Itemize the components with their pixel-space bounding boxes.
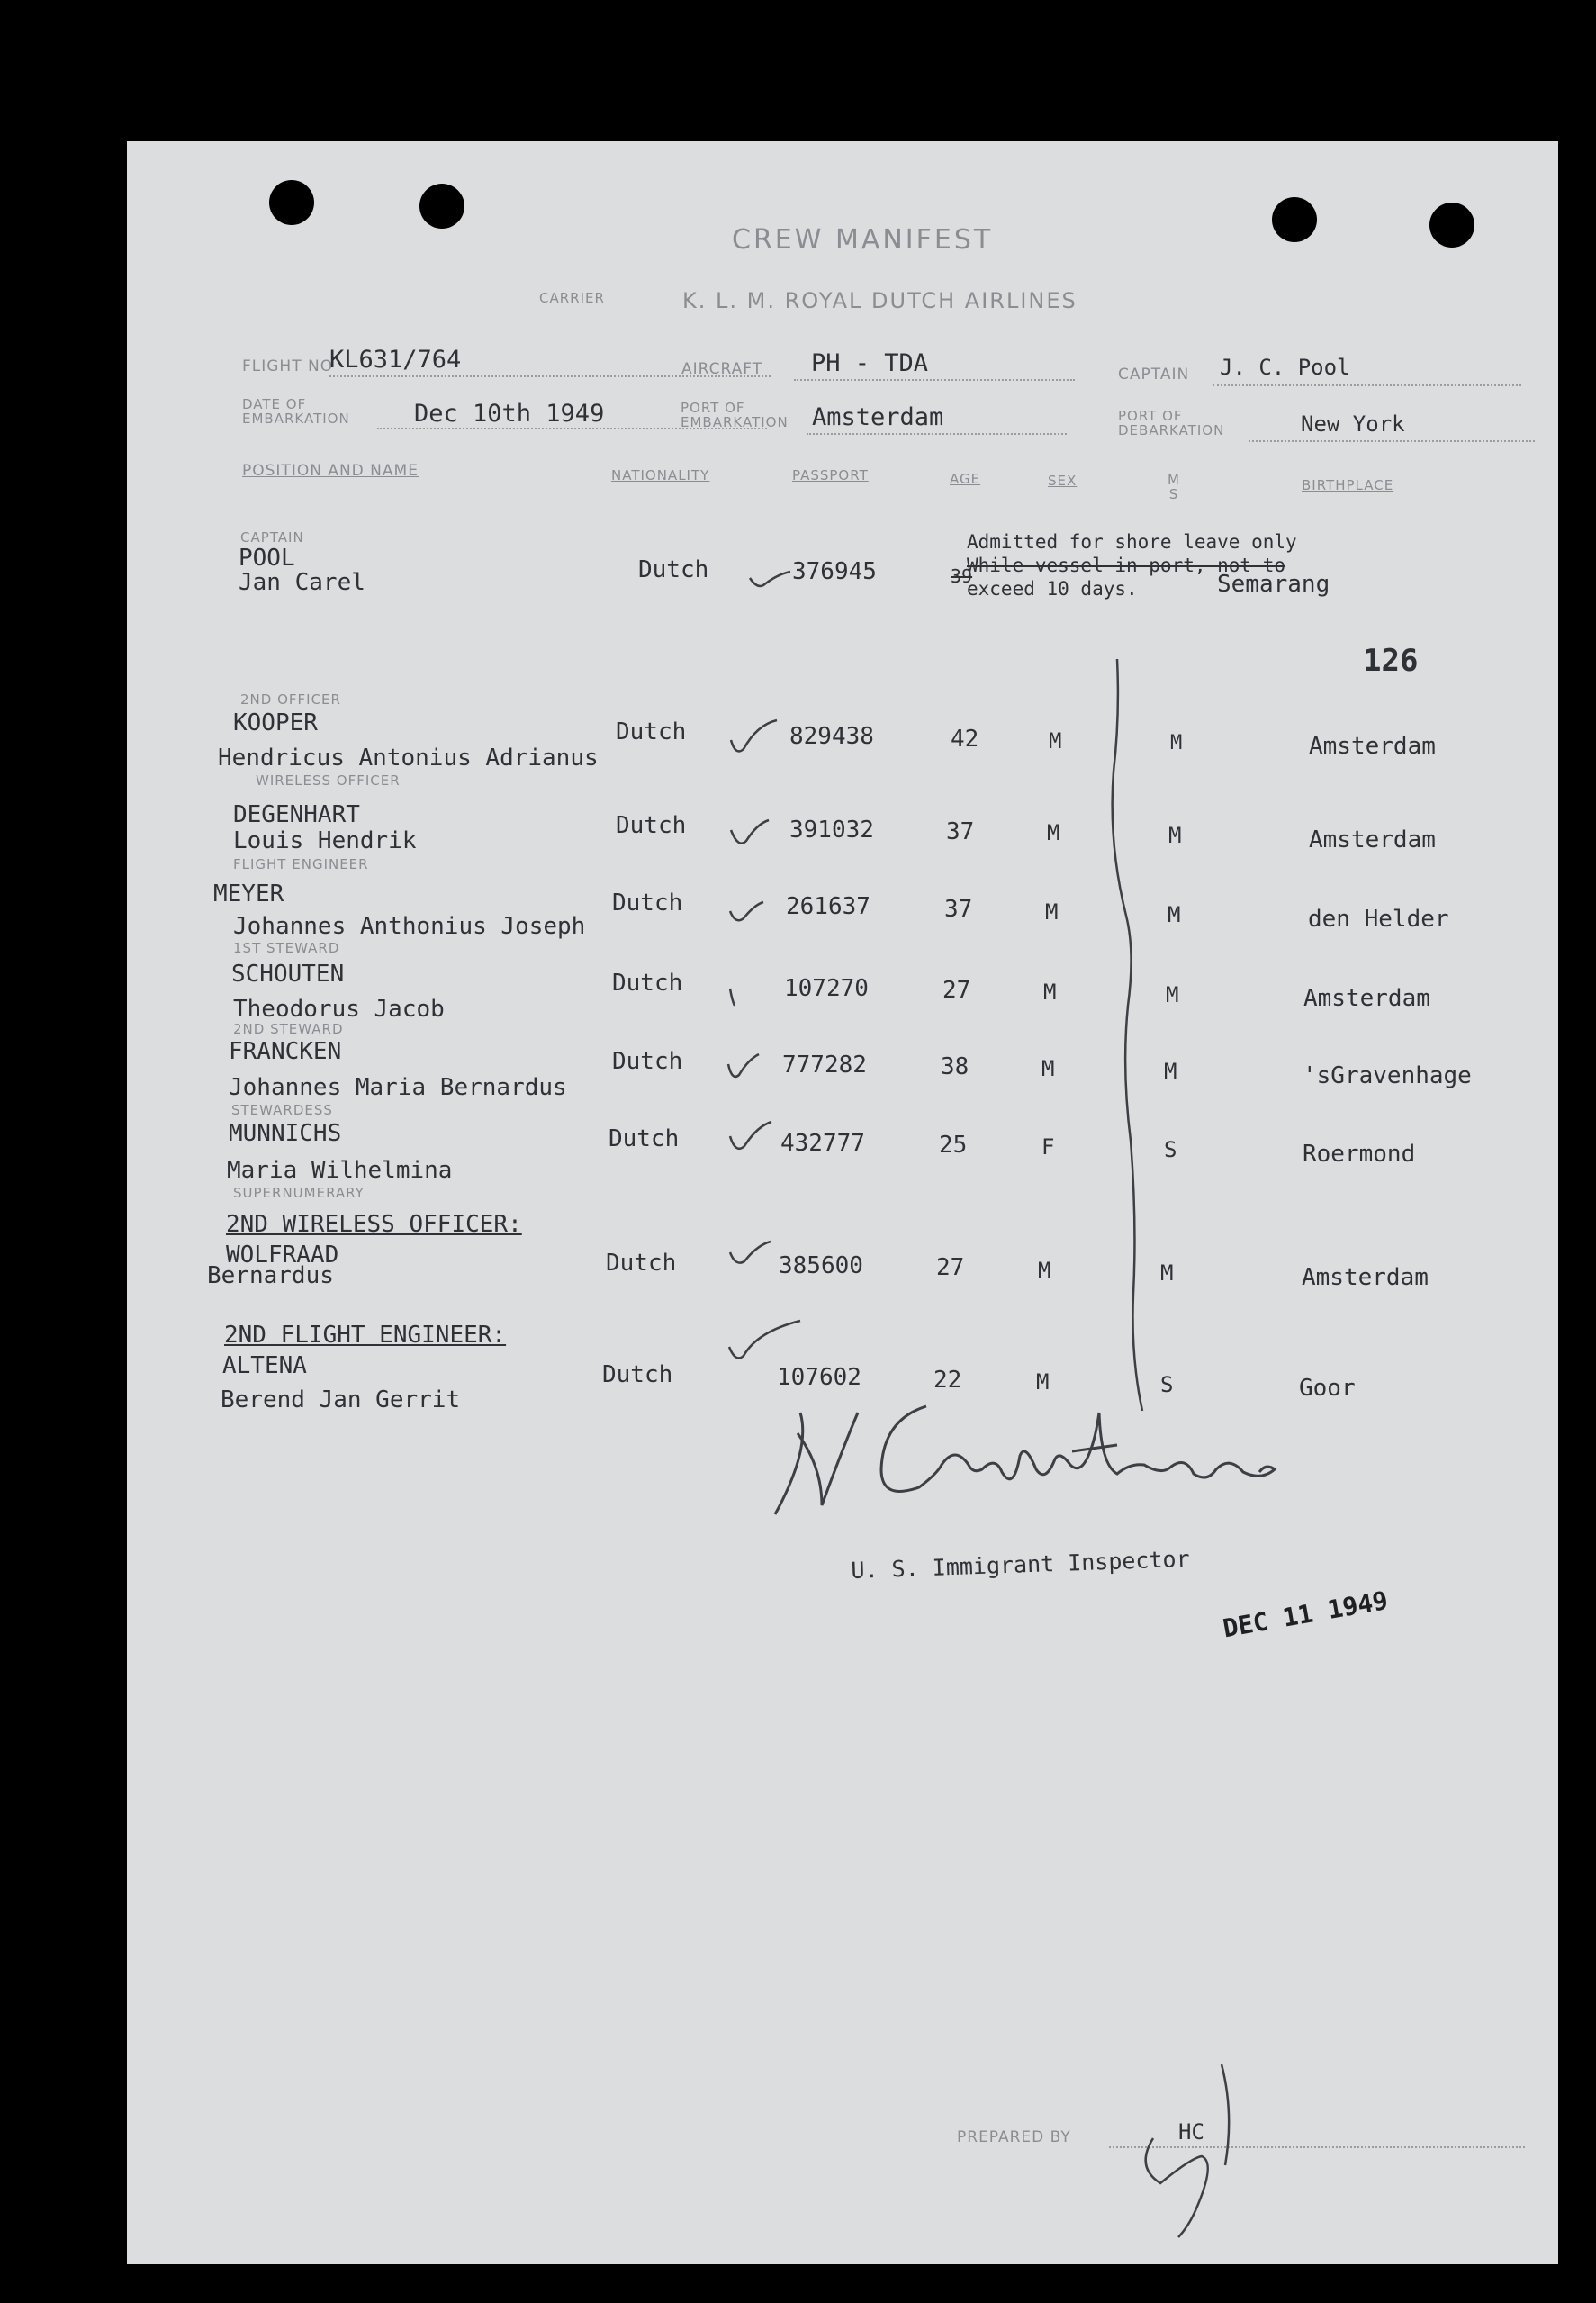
port-of-debarkation: New York [1301,411,1405,437]
handwriting-layer [127,141,1558,2264]
row-given-names: Theodorus Jacob [233,996,445,1023]
row-position: WIRELESS OFFICER [256,772,401,789]
check-mark [730,989,735,1006]
row-nationality: Dutch [609,1125,680,1152]
row-given-names: Johannes Maria Bernardus [229,1074,567,1101]
row-age: 42 [951,726,979,753]
column-position-name: POSITION AND NAME [242,462,419,480]
port-embarkation-label: PORT OF EMBARKATION [681,400,789,430]
page-title: CREW MANIFEST [732,224,994,256]
row-position: CAPTAIN [240,529,304,546]
prepared-by-initials: HC [1178,2119,1204,2145]
row-surname: FRANCKEN [229,1038,342,1065]
row-passport: 829438 [789,723,874,750]
shore-leave-note-line3: exceed 10 days. [967,578,1138,600]
row-age: 25 [939,1132,968,1159]
row-nationality: Dutch [616,812,687,839]
row-nationality: Dutch [616,718,687,745]
row-surname: WOLFRAAD [226,1242,339,1269]
row-nationality: Dutch [612,1048,683,1075]
row-surname: POOL [239,545,295,572]
carrier-label: CARRIER [539,290,605,306]
row-surname: ALTENA [222,1352,307,1379]
row-given-names: Bernardus [207,1262,334,1289]
row-nationality: Dutch [606,1250,677,1277]
row-given-names: Berend Jan Gerrit [221,1386,461,1413]
row-marital-status: S [1164,1137,1177,1162]
captain-label: CAPTAIN [1118,366,1190,384]
row-nationality: Dutch [602,1361,673,1388]
row-marital-status: M [1166,982,1179,1007]
check-mark [730,1242,771,1263]
row-birthplace: den Helder [1308,906,1449,933]
row-passport: 107270 [784,975,869,1002]
port-debarkation-label: PORT OF DEBARKATION [1118,408,1225,438]
row-given-names: Hendricus Antonius Adrianus [218,745,599,772]
handwritten-bracket-line [1113,659,1142,1411]
row-surname: MEYER [213,881,284,908]
row-age: 27 [936,1254,965,1281]
column-birthplace: BIRTHPLACE [1302,477,1394,493]
column-nationality: NATIONALITY [611,467,710,483]
row-birthplace: Amsterdam [1303,985,1430,1012]
row-marital-status: M [1164,1059,1177,1084]
row-birthplace: Amsterdam [1309,733,1436,760]
row-surname: MUNNICHS [229,1120,342,1147]
row-surname: SCHOUTEN [231,961,345,988]
row-marital-status: M [1168,902,1181,927]
row-sex: M [1043,980,1057,1005]
manifest-page [127,141,1558,2264]
row-passport: 391032 [789,817,874,844]
row-age: 37 [944,896,973,923]
row-age: 22 [933,1367,962,1394]
row-marital-status: M [1168,823,1182,848]
check-mark [730,902,763,920]
row-birthplace: 'sGravenhage [1303,1062,1472,1089]
row-given-names: Johannes Anthonius Joseph [233,913,586,940]
row-nationality: Dutch [612,890,683,917]
embarkation-date: Dec 10th 1949 [414,400,605,428]
row-passport: 261637 [786,893,870,920]
check-mark [750,572,790,586]
inspector-signature [775,1406,1275,1514]
row-passport: 107602 [777,1364,861,1391]
row-position: 2ND OFFICER [240,691,341,708]
row-given-names: Maria Wilhelmina [227,1157,453,1184]
shore-leave-note-line2: While vessel in port, not to [967,555,1286,576]
row-passport: 376945 [792,558,877,585]
row-age: 27 [942,977,971,1004]
column-passport: PASSPORT [792,467,869,483]
row-sex: M [1045,899,1059,925]
row-sex: M [1038,1258,1051,1283]
flight-label: FLIGHT NO [242,357,334,375]
aircraft-registration: PH - TDA [811,349,929,377]
preparer-signature [1146,2064,1230,2237]
row-nationality: Dutch [612,970,683,997]
row-position: 2ND STEWARD [233,1021,344,1037]
date-label: DATE OF EMBARKATION [242,396,350,427]
check-mark [731,720,777,751]
row-position: 1ST STEWARD [233,940,340,956]
row-given-names: Louis Hendrik [233,827,417,854]
row-birthplace: Goor [1299,1375,1356,1402]
row-position: STEWARDESS [231,1102,333,1118]
row-age: 39 [951,565,973,587]
aircraft-label: AIRCRAFT [681,360,763,378]
row-passport: 432777 [780,1130,865,1157]
row-age: 38 [941,1053,969,1080]
check-mark [730,1122,771,1149]
prepared-by-label: PREPARED BY [957,2128,1071,2146]
check-mark [728,1054,759,1077]
row-nationality: Dutch [638,556,709,583]
column-marital: M S [1168,472,1180,502]
date-stamp: DEC 11 1949 [1221,1585,1391,1644]
row-birthplace: Roermond [1303,1141,1416,1168]
row-position: FLIGHT ENGINEER [233,856,369,872]
row-birthplace: Amsterdam [1309,826,1436,853]
row-surname: KOOPER [233,709,318,736]
row-position-detail: 2ND WIRELESS OFFICER: [226,1211,522,1238]
row-birthplace: Semarang [1217,571,1330,598]
captain-name: J. C. Pool [1220,355,1350,380]
row-marital-status: S [1160,1372,1174,1397]
row-surname: DEGENHART [233,801,360,828]
row-sex: M [1036,1369,1050,1395]
row-marital-status: M [1170,732,1183,754]
row-sex: M [1049,728,1062,754]
carrier-name: K. L. M. ROYAL DUTCH AIRLINES [682,288,1078,313]
row-sex: M [1047,820,1060,845]
row-sex: F [1041,1134,1055,1160]
row-sex: M [1041,1056,1055,1081]
row-marital-status: M [1160,1260,1174,1286]
page-number: 126 [1363,643,1419,679]
row-passport: 777282 [782,1052,867,1079]
column-age: AGE [950,471,981,487]
shore-leave-note-line1: Admitted for shore leave only [967,531,1297,553]
column-sex: SEX [1048,473,1078,489]
flight-number: KL631/764 [329,346,462,374]
row-age: 37 [946,818,975,845]
check-mark [729,1321,800,1358]
row-birthplace: Amsterdam [1302,1264,1429,1291]
row-passport: 385600 [779,1252,863,1279]
row-position: 2ND FLIGHT ENGINEER: [224,1322,507,1349]
port-of-embarkation: Amsterdam [812,403,944,431]
inspector-title: U. S. Immigrant Inspector [851,1545,1191,1584]
check-mark [731,820,769,844]
row-position: SUPERNUMERARY [233,1185,365,1201]
row-given-names: Jan Carel [239,569,365,596]
